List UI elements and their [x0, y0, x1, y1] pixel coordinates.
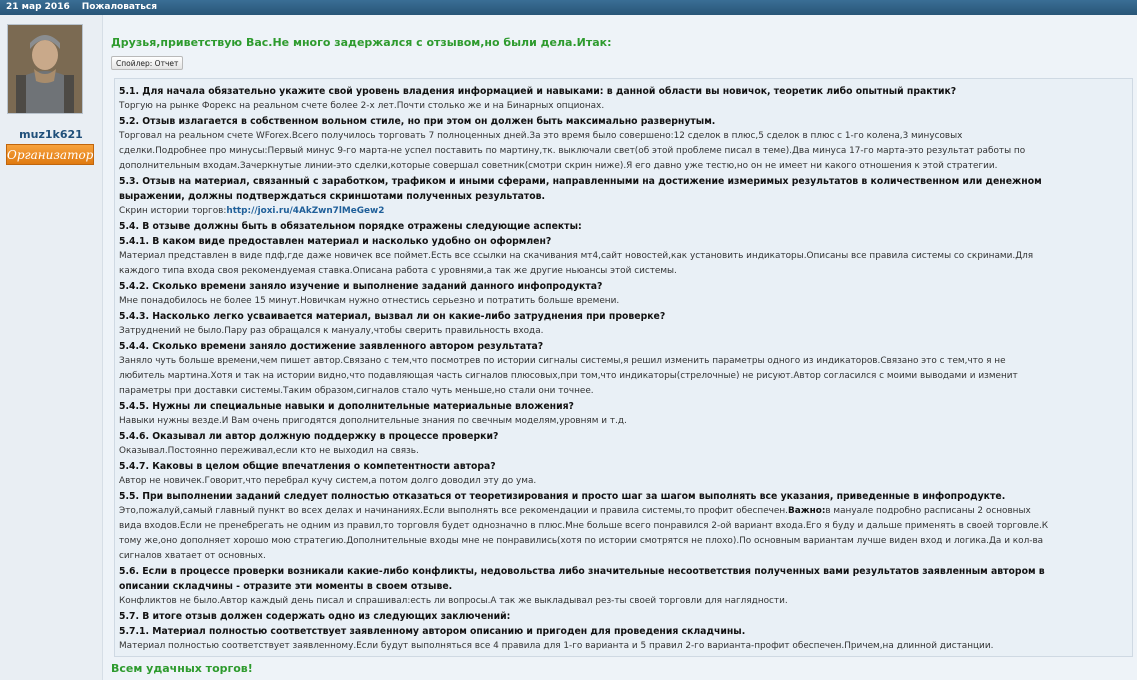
- spoiler-button[interactable]: Спойлер: Отчет: [111, 56, 183, 70]
- question-line: 5.5. При выполнении заданий следует полностью отказаться от теоретизирования и просто шаг за шагом выполнять все указания, приведенные в инфопродукте.: [119, 491, 1006, 502]
- screenshot-link[interactable]: http://joxi.ru/4AkZwn7lMeGew2: [226, 206, 385, 216]
- question-line: 5.4.5. Нужны ли специальные навыки и дополнительные материальные вложения?: [119, 401, 574, 412]
- question-line: 5.1. Для начала обязательно укажите свой уровень владения информацией и навыками: в данной области вы новичок, теоретик либо опытный практик?: [119, 86, 957, 97]
- user-sidebar: [0, 15, 103, 680]
- post-date: 21 мар 2016: [6, 2, 70, 12]
- answer-line: Оказывал.Постоянно переживал,если кто не выходил на связь.: [119, 446, 419, 456]
- answer-line: Заняло чуть больше времени,чем пишет автор.Связано с тем,что посмотрев по истории сигналы системы,я решил изменить параметры одного из индикаторов.Связано это с тем,что я не: [119, 356, 1006, 366]
- question-line: 5.2. Отзыв излагается в собственном вольном стиле, но при этом он должен быть максимально развернутым.: [119, 116, 716, 127]
- spoiler-content: [114, 78, 1133, 657]
- question-line: 5.7. В итоге отзыв должен содержать одно из следующих заключений:: [119, 611, 511, 622]
- question-line: 5.6. Если в процессе проверки возникали какие-либо конфликты, недовольства либо значительные несоответствия полученных вами результатов заявленным автором в: [119, 566, 1045, 577]
- answer-line: любитель мартина.Хотя и так на истории видно,что подавляющая часть сигналов плюсовых,при том,что индикаторы(стрелочные) не рисуют.Автор согласился с моими выводами и изменит: [119, 371, 1018, 381]
- answer-line: дополнительным входам.Зачеркнутые линии-это сделки,которые совершал советник(смотри скрин ниже).Я его давно уже тестю,но он не имеет ни какого отношения к этой стратегии.: [119, 161, 998, 171]
- avatar-image: [8, 25, 82, 113]
- question-line: 5.7.1. Материал полностью соответствует заявленному автором описанию и пригоден для проведения складчины.: [119, 626, 746, 637]
- answer-line: сигналов хватает от основных.: [119, 551, 266, 561]
- question-line: 5.4.3. Насколько легко усваивается материал, вызвал ли он какие-либо затруднения при проверке?: [119, 311, 666, 322]
- answer-line: Навыки нужны везде.И Вам очень пригодятся дополнительные знания по свечным моделям,уровням и т.д.: [119, 416, 627, 426]
- post-header-bar: [0, 0, 1137, 15]
- avatar[interactable]: [7, 24, 83, 114]
- question-line: 5.4.2. Сколько времени заняло изучение и выполнение заданий данного инфопродукта?: [119, 281, 603, 292]
- answer-line: параметры при доставки системы.Таким образом,сигналов стало чуть меньше,но стали они точнее.: [119, 386, 594, 396]
- answer-line: Мне понадобилось не более 15 минут.Новичкам нужно отнестись серьезно и потратить больше времени.: [119, 296, 620, 306]
- post-greeting: Друзья,приветствую Вас.Не много задержался с отзывом,но были дела.Итак:: [111, 36, 612, 49]
- answer-line: сделки.Подробнее про минусы:Первый минус 9-го марта-не успел поставить по мартину,тк. выключали свет(об этой проблеме писал в теме).Два минуса 17-го марта-это результат работы по: [119, 146, 1026, 156]
- question-line: выражении, должны подтверждаться скриншотами полученных результатов.: [119, 191, 546, 202]
- answer-line: Затруднений не было.Пару раз обращался к мануалу,чтобы сверить правильность входа.: [119, 326, 544, 336]
- answer-line-with-link: [119, 204, 1132, 219]
- answer-line: Торгую на рынке Форекс на реальном счете более 2-х лет.Почти столько же и на Бинарных опционах.: [119, 101, 605, 111]
- question-line: 5.3. Отзыв на материал, связанный с заработком, трафиком и иными сферами, направленными на достижение измеримых результатов в количественном или денежном: [119, 176, 1042, 187]
- answer-line: Торговал на реальном счете WForex.Всего получилось торговать 7 полноценных дней.За это время было совершено:12 сделок в плюс,5 сделок в плюс с 1-го колена,3 минусовых: [119, 131, 963, 141]
- report-link[interactable]: Пожаловаться: [81, 2, 158, 12]
- username[interactable]: muz1k621: [19, 128, 83, 141]
- answer-line: тому же,оно дополняет хорошо мою стратегию.Дополнительные входы мне не понравились(хотя по истории смотрятся не плохо).По основным вариантам лучше виден вход и логика.Да и кол-ва: [119, 536, 1044, 546]
- post-closing: Всем удачных торгов!: [111, 662, 253, 675]
- question-line: описании складчины - отразите эти моменты в своем отзыве.: [119, 581, 453, 592]
- answer-line: Материал представлен в виде пдф,где даже новичек все поймет.Есть все ссылки на скачивания мт4,сайт новостей,как установить индикаторы.Описаны все правила системы со скринами.Для: [119, 251, 1034, 261]
- question-line: 5.4.1. В каком виде предоставлен материал и насколько удобно он оформлен?: [119, 236, 552, 247]
- role-badge: Организатор: [6, 144, 94, 165]
- screenshot-label: Скрин истории торгов:: [119, 206, 227, 216]
- answer-line: Автор не новичек.Говорит,что перебрал кучу систем,а потом долго доводил эту до ума.: [119, 476, 537, 486]
- important-label: Важно:: [788, 506, 826, 516]
- question-line: 5.4.6. Оказывал ли автор должную поддержку в процессе проверки?: [119, 431, 499, 442]
- question-line: 5.4. В отзыве должны быть в обязательном порядке отражены следующие аспекты:: [119, 221, 582, 232]
- answer-line: Материал полностью соответствует заявленному.Если будут выполняться все 4 правила для 1-го варианта и 5 правил 2-го варианта-профит обеспечен.Причем,на длинной дистанции.: [119, 641, 994, 651]
- post-body: [111, 15, 1135, 680]
- answer-line: Конфликтов не было.Автор каждый день писал и спрашивал:есть ли вопросы.А так же выкладывал рез-ты своей торговли для наглядности.: [119, 596, 788, 606]
- question-line: 5.4.4. Сколько времени заняло достижение заявленного автором результата?: [119, 341, 544, 352]
- answer-line: вида входов.Если не пренебрегать не одним из правил,то торговля будет однозначно в плюс.Мне больше всего понравился 2-ой вариант входа.Его я буду и дальше применять в своей торговле.К: [119, 521, 1049, 531]
- important-text: в мануале подробно расписаны 2 основных: [825, 506, 1031, 516]
- answer-line-with-important: [119, 504, 1132, 519]
- answer-text: Это,пожалуй,самый главный пункт во всех делах и начинаниях.Если выполнять все рекомендации и правила системы,то профит обеспечен.: [119, 506, 788, 516]
- answer-line: каждого типа входа своя рекомендуемая ставка.Описана работа с уровнями,а так же другие ньюансы этой системы.: [119, 266, 677, 276]
- question-line: 5.4.7. Каковы в целом общие впечатления о компетентности автора?: [119, 461, 496, 472]
